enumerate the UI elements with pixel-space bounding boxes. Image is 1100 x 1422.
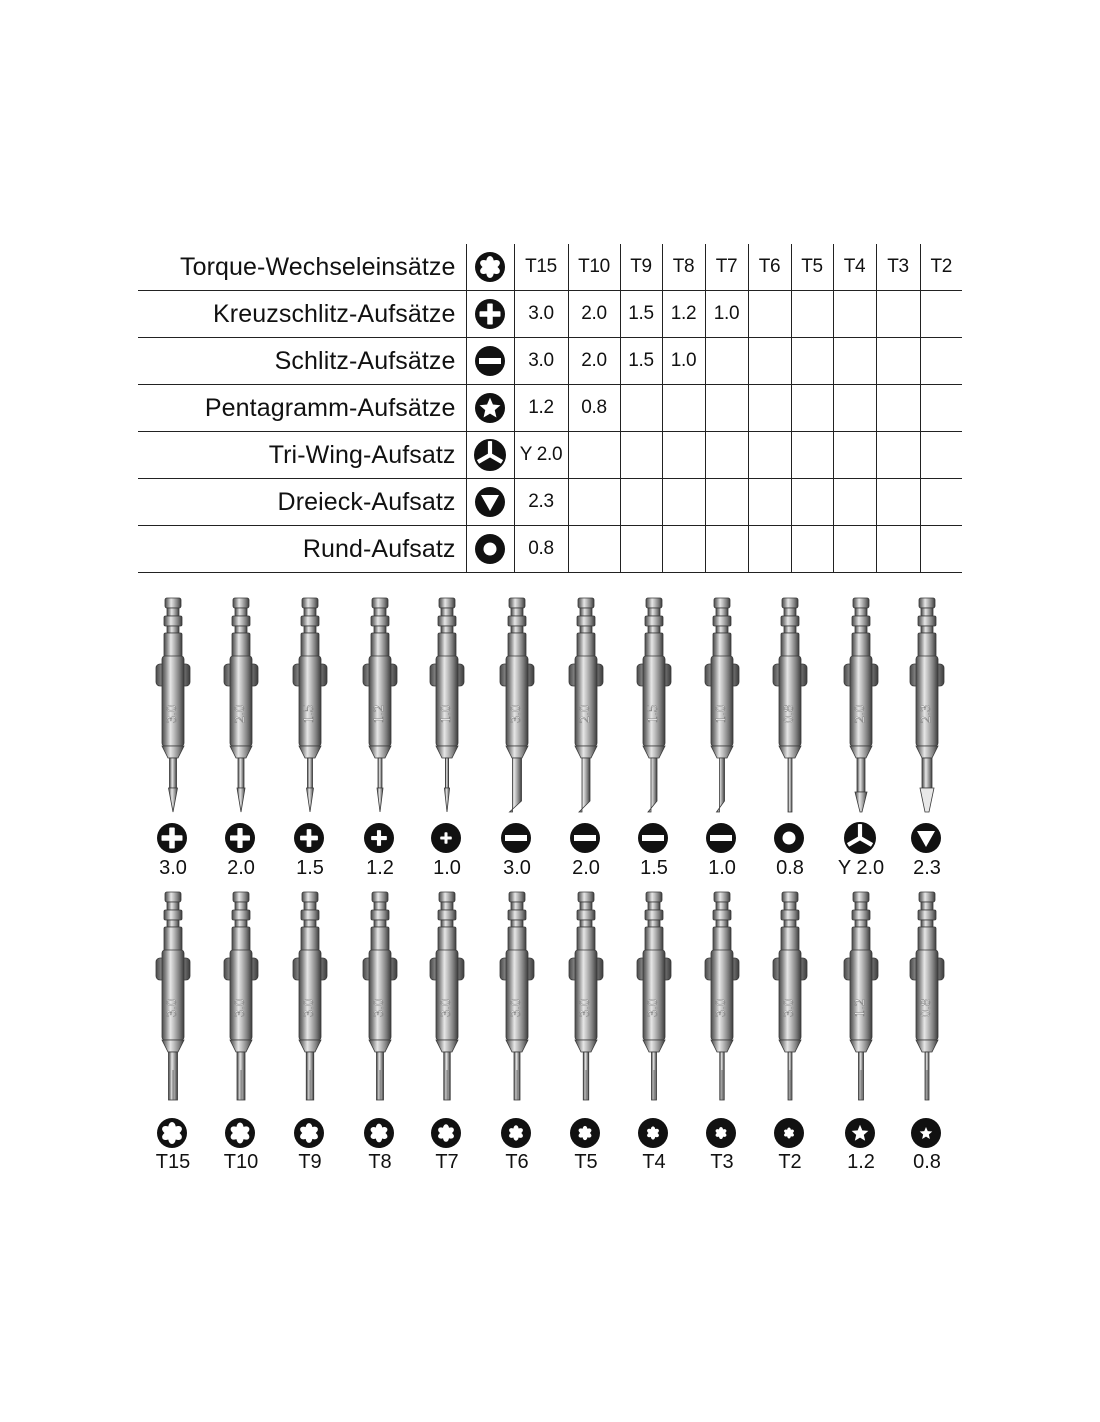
phillips-icon — [224, 822, 256, 854]
phillips-bit-image — [280, 596, 340, 816]
bit-engraving: 0.8 — [918, 998, 934, 1018]
bit-icon — [844, 822, 876, 854]
bit-engraving: 3.0 — [371, 998, 387, 1018]
bit-icon — [569, 1117, 601, 1149]
bit-icon — [224, 1117, 256, 1149]
table-cell — [920, 479, 962, 526]
bit-engraving: 1.5 — [645, 704, 661, 724]
bit-item — [831, 596, 891, 879]
bit-engraving: 1.5 — [301, 704, 317, 724]
table-cell: T10 — [568, 244, 620, 291]
table-row — [138, 291, 962, 338]
bit-item — [487, 890, 547, 1173]
phillips-icon — [474, 298, 506, 330]
table-cell — [791, 526, 833, 573]
table-cell: 1.2 — [514, 385, 568, 432]
table-cell — [833, 291, 876, 338]
bit-size-label: 1.2 — [847, 1151, 875, 1173]
bit-engraving: 1.2 — [371, 704, 387, 724]
slotted-bit-image — [692, 596, 752, 816]
bit-icon — [363, 1117, 395, 1149]
table-cell: 2.0 — [568, 338, 620, 385]
slotted-icon — [569, 822, 601, 854]
bit-item — [417, 596, 477, 879]
torx-icon — [293, 1117, 325, 1149]
bit-size-label: 3.0 — [159, 857, 187, 879]
table-cell — [705, 432, 748, 479]
table-cell — [705, 338, 748, 385]
bit-engraving: 3.0 — [781, 998, 797, 1018]
bit-spec-table — [138, 244, 962, 573]
table-cell: 0.8 — [514, 526, 568, 573]
slotted-bit-image — [624, 596, 684, 816]
table-cell: T4 — [833, 244, 876, 291]
bit-item — [556, 890, 616, 1173]
pentalobe-icon — [910, 1117, 942, 1149]
table-cell — [748, 291, 791, 338]
bit-icon — [500, 822, 532, 854]
torx-icon — [569, 1117, 601, 1149]
row-icon-cell — [466, 244, 514, 291]
bit-item — [897, 890, 957, 1173]
bit-icon — [156, 822, 188, 854]
table-cell — [620, 385, 662, 432]
row-label: Kreuzschlitz-Aufsätze — [138, 291, 466, 338]
bit-size-label: 0.8 — [776, 857, 804, 879]
table-cell — [791, 291, 833, 338]
bit-engraving: 1.0 — [713, 704, 729, 724]
bit-item — [760, 596, 820, 879]
table-row — [138, 385, 962, 432]
slotted-icon — [637, 822, 669, 854]
table-cell — [748, 526, 791, 573]
bit-engraving: 3.0 — [232, 998, 248, 1018]
tri-wing-bit-image — [831, 596, 891, 816]
torx-bit-image — [692, 890, 752, 1110]
bit-engraving: 2.0 — [577, 704, 593, 724]
table-cell: 1.0 — [662, 338, 705, 385]
bit-icon — [773, 1117, 805, 1149]
table-cell: 1.0 — [705, 291, 748, 338]
table-cell — [791, 338, 833, 385]
row-label: Tri-Wing-Aufsatz — [138, 432, 466, 479]
table-cell — [791, 432, 833, 479]
table-cell — [662, 432, 705, 479]
triangle-icon — [474, 486, 506, 518]
table-cell — [876, 432, 920, 479]
torx-icon — [500, 1117, 532, 1149]
bit-engraving: 3.0 — [713, 998, 729, 1018]
bit-item — [350, 596, 410, 879]
bit-icon — [705, 1117, 737, 1149]
phillips-icon — [293, 822, 325, 854]
bit-size-label: 2.0 — [572, 857, 600, 879]
bit-icon — [500, 1117, 532, 1149]
phillips-bit-image — [211, 596, 271, 816]
row-icon-cell — [466, 291, 514, 338]
table-cell: 3.0 — [514, 338, 568, 385]
bit-size-label: 1.2 — [366, 857, 394, 879]
bit-size-label: T4 — [642, 1151, 666, 1173]
tri-wing-icon — [844, 822, 876, 854]
bit-item — [692, 596, 752, 879]
bit-size-label: T6 — [505, 1151, 529, 1173]
table-cell — [748, 385, 791, 432]
torx-icon — [705, 1117, 737, 1149]
bit-engraving: 3.0 — [438, 998, 454, 1018]
bit-item — [280, 596, 340, 879]
torx-bit-image — [556, 890, 616, 1110]
row-icon-cell — [466, 385, 514, 432]
table-cell — [833, 526, 876, 573]
bit-icon — [430, 822, 462, 854]
bit-size-label: T2 — [778, 1151, 802, 1173]
round-icon — [474, 533, 506, 565]
row-label: Torque-Wechseleinsätze — [138, 244, 466, 291]
table-cell — [748, 432, 791, 479]
bit-icon — [773, 822, 805, 854]
table-cell: T9 — [620, 244, 662, 291]
row-icon-cell — [466, 432, 514, 479]
round-bit-image — [760, 596, 820, 816]
bit-size-label: T10 — [223, 1151, 259, 1173]
bit-icon — [293, 822, 325, 854]
bit-engraving: 3.0 — [508, 704, 524, 724]
bit-item — [897, 596, 957, 879]
bit-size-label: T3 — [710, 1151, 734, 1173]
slotted-icon — [474, 345, 506, 377]
bit-item — [760, 890, 820, 1173]
triangle-bit-image — [897, 596, 957, 816]
bit-engraving: 1.2 — [852, 998, 868, 1018]
phillips-bit-image — [143, 596, 203, 816]
torx-bit-image — [211, 890, 271, 1110]
table-cell — [620, 479, 662, 526]
table-cell — [833, 338, 876, 385]
bit-item — [143, 596, 203, 879]
table-row — [138, 432, 962, 479]
table-cell — [920, 385, 962, 432]
bit-size-label: T8 — [368, 1151, 392, 1173]
bit-engraving: 2.0 — [852, 704, 868, 724]
table-cell — [833, 432, 876, 479]
table-cell: T7 — [705, 244, 748, 291]
pentalobe-icon — [844, 1117, 876, 1149]
bit-engraving: 3.0 — [164, 998, 180, 1018]
torx-icon — [430, 1117, 462, 1149]
pentalobe-icon — [474, 392, 506, 424]
bit-item — [487, 596, 547, 879]
row-label: Rund-Aufsatz — [138, 526, 466, 573]
table-cell — [705, 479, 748, 526]
bit-engraving: 2.3 — [918, 704, 934, 724]
table-cell — [662, 385, 705, 432]
bit-icon — [293, 1117, 325, 1149]
bit-icon — [224, 822, 256, 854]
table-cell — [705, 385, 748, 432]
row-icon-cell — [466, 526, 514, 573]
bit-size-label: 2.3 — [913, 857, 941, 879]
torx-bit-image — [487, 890, 547, 1110]
bit-icon — [705, 822, 737, 854]
table-cell — [791, 479, 833, 526]
bit-spec-table-body — [138, 244, 962, 573]
bit-size-label: 2.0 — [227, 857, 255, 879]
bit-size-label: 1.0 — [708, 857, 736, 879]
pentalobe-bit-image — [831, 890, 891, 1110]
table-row — [138, 526, 962, 573]
bit-item — [624, 596, 684, 879]
bit-size-label: 3.0 — [503, 857, 531, 879]
bit-size-label: 1.0 — [433, 857, 461, 879]
slotted-bit-image — [487, 596, 547, 816]
torx-bit-image — [143, 890, 203, 1110]
bit-size-label: T9 — [298, 1151, 322, 1173]
torx-icon — [773, 1117, 805, 1149]
row-label: Pentagramm-Aufsätze — [138, 385, 466, 432]
table-cell: 1.2 — [662, 291, 705, 338]
bit-engraving: 3.0 — [301, 998, 317, 1018]
bit-icon — [637, 1117, 669, 1149]
table-cell — [920, 526, 962, 573]
bit-icon — [156, 1117, 188, 1149]
bit-item — [831, 890, 891, 1173]
bit-engraving: 3.0 — [164, 704, 180, 724]
row-icon-cell — [466, 338, 514, 385]
bit-size-label: T7 — [435, 1151, 459, 1173]
bit-item — [280, 890, 340, 1173]
phillips-icon — [363, 822, 395, 854]
table-cell: 2.3 — [514, 479, 568, 526]
table-cell — [876, 385, 920, 432]
torx-bit-image — [417, 890, 477, 1110]
bit-item — [143, 890, 203, 1173]
phillips-icon — [430, 822, 462, 854]
bit-item — [211, 596, 271, 879]
table-cell — [833, 479, 876, 526]
table-cell — [568, 479, 620, 526]
bit-size-label: 0.8 — [913, 1151, 941, 1173]
table-cell: 1.5 — [620, 338, 662, 385]
bit-icon — [910, 822, 942, 854]
table-row — [138, 338, 962, 385]
table-cell — [876, 291, 920, 338]
bit-icon — [910, 1117, 942, 1149]
table-cell — [748, 479, 791, 526]
table-row — [138, 244, 962, 291]
phillips-bit-image — [417, 596, 477, 816]
row-label: Schlitz-Aufsätze — [138, 338, 466, 385]
table-cell — [833, 385, 876, 432]
torx-icon — [474, 251, 506, 283]
round-icon — [773, 822, 805, 854]
table-cell — [876, 338, 920, 385]
table-cell: T3 — [876, 244, 920, 291]
bit-icon — [430, 1117, 462, 1149]
bit-engraving: 3.0 — [577, 998, 593, 1018]
row-label: Dreieck-Aufsatz — [138, 479, 466, 526]
table-cell: 0.8 — [568, 385, 620, 432]
table-cell — [876, 479, 920, 526]
bit-engraving: 1.0 — [438, 704, 454, 724]
table-row — [138, 479, 962, 526]
phillips-icon — [156, 822, 188, 854]
table-cell — [620, 432, 662, 479]
bit-item — [624, 890, 684, 1173]
table-cell: T15 — [514, 244, 568, 291]
table-cell — [920, 338, 962, 385]
bit-item — [211, 890, 271, 1173]
bit-item — [350, 890, 410, 1173]
table-cell — [662, 526, 705, 573]
bit-size-label: 1.5 — [640, 857, 668, 879]
table-cell — [920, 432, 962, 479]
bit-engraving: 3.0 — [508, 998, 524, 1018]
bit-icon — [363, 822, 395, 854]
table-cell: T2 — [920, 244, 962, 291]
torx-bit-image — [760, 890, 820, 1110]
table-cell: 3.0 — [514, 291, 568, 338]
torx-bit-image — [624, 890, 684, 1110]
torx-bit-image — [350, 890, 410, 1110]
torx-icon — [224, 1117, 256, 1149]
bit-size-label: T15 — [155, 1151, 191, 1173]
bit-icon — [569, 822, 601, 854]
table-cell: Y 2.0 — [514, 432, 568, 479]
table-cell: T5 — [791, 244, 833, 291]
torx-icon — [363, 1117, 395, 1149]
row-icon-cell — [466, 479, 514, 526]
slotted-icon — [500, 822, 532, 854]
table-cell — [748, 338, 791, 385]
table-cell — [568, 526, 620, 573]
slotted-bit-image — [556, 596, 616, 816]
tri-wing-icon — [474, 439, 506, 471]
torx-icon — [637, 1117, 669, 1149]
bit-size-label: T5 — [574, 1151, 598, 1173]
table-cell — [876, 526, 920, 573]
table-cell — [705, 526, 748, 573]
bit-engraving: 0.8 — [781, 704, 797, 724]
table-cell: T8 — [662, 244, 705, 291]
table-cell — [620, 526, 662, 573]
table-cell — [662, 479, 705, 526]
bit-item — [692, 890, 752, 1173]
triangle-icon — [910, 822, 942, 854]
bit-icon — [844, 1117, 876, 1149]
pentalobe-bit-image — [897, 890, 957, 1110]
bit-size-label: 1.5 — [296, 857, 324, 879]
slotted-icon — [705, 822, 737, 854]
bit-engraving: 2.0 — [232, 704, 248, 724]
torx-icon — [156, 1117, 188, 1149]
bit-icon — [637, 822, 669, 854]
table-cell — [568, 432, 620, 479]
torx-bit-image — [280, 890, 340, 1110]
bit-size-label: Y 2.0 — [837, 857, 885, 879]
bit-item — [556, 596, 616, 879]
bit-item — [417, 890, 477, 1173]
phillips-bit-image — [350, 596, 410, 816]
table-cell: T6 — [748, 244, 791, 291]
table-cell — [791, 385, 833, 432]
table-cell — [920, 291, 962, 338]
table-cell: 1.5 — [620, 291, 662, 338]
table-cell: 2.0 — [568, 291, 620, 338]
bit-engraving: 3.0 — [645, 998, 661, 1018]
